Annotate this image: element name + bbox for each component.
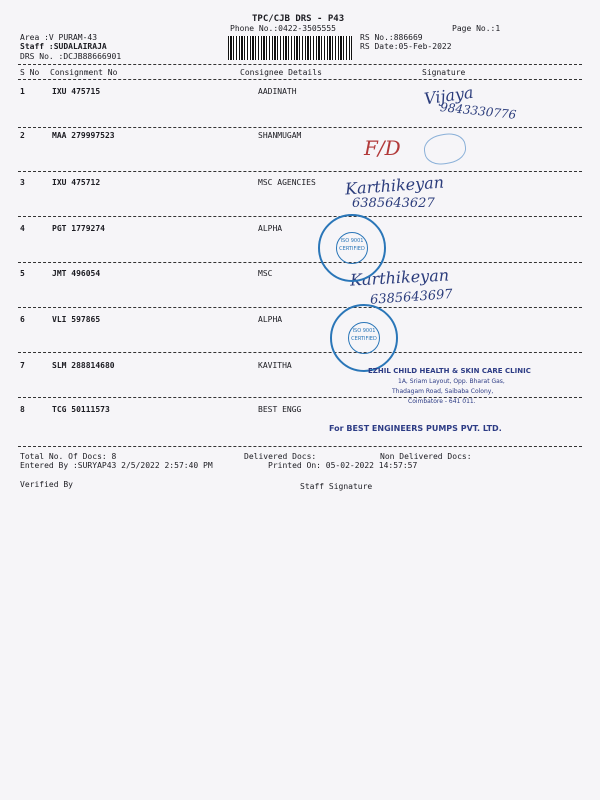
drs-number: DRS No. :DCJB88666901 <box>20 52 122 61</box>
col-consignment: Consignment No <box>50 68 118 77</box>
seal-center: ISO 9001 CERTIFIED <box>348 322 380 354</box>
verified-by: Verified By <box>20 480 73 489</box>
staff-signature-label: Staff Signature <box>300 482 373 491</box>
clinic-stamp-name: EZHIL CHILD HEALTH & SKIN CARE CLINIC <box>368 367 531 375</box>
row-consignment: TCG 50111573 <box>52 405 110 414</box>
row-sno: 7 <box>20 361 25 370</box>
handwritten-phone-row3: 6385643627 <box>352 196 435 211</box>
col-consignee: Consignee Details <box>240 68 322 77</box>
row-consignee: BEST ENGG <box>258 405 302 414</box>
row-consignee: ALPHA <box>258 315 283 324</box>
row-consignment: IXU 475712 <box>52 178 101 187</box>
row-sno: 1 <box>20 87 25 96</box>
divider <box>18 216 582 217</box>
scribble-mark <box>422 131 469 168</box>
row-consignment: SLM 288814680 <box>52 361 115 370</box>
phone-number: Phone No.:0422-3505555 <box>230 24 336 33</box>
row-consignee: AADINATH <box>258 87 297 96</box>
row-sno: 2 <box>20 131 25 140</box>
divider <box>18 127 582 128</box>
divider <box>18 79 582 80</box>
row-sno: 4 <box>20 224 25 233</box>
delivered-docs: Delivered Docs: <box>244 452 317 461</box>
handwritten-phone-row1: 9843330776 <box>439 100 517 122</box>
sheet-title: TPC/CJB DRS - P43 <box>252 14 345 24</box>
company-stamp: For BEST ENGINEERS PUMPS PVT. LTD. <box>329 424 502 433</box>
row-sno: 5 <box>20 269 25 278</box>
row-consignee: SHANMUGAM <box>258 131 302 140</box>
non-delivered-docs: Non Delivered Docs: <box>380 452 472 461</box>
company-seal <box>330 304 398 372</box>
col-signature: Signature <box>422 68 466 77</box>
divider <box>18 397 582 398</box>
handwritten-signature-row1: Vijaya <box>422 82 475 109</box>
row-consignment: MAA 279997523 <box>52 131 115 140</box>
staff-field: Staff :SUDALAIRAJA <box>20 42 107 51</box>
divider <box>18 64 582 65</box>
area-field: Area :V PURAM-43 <box>20 33 98 42</box>
row-consignee: KAVITHA <box>258 361 292 370</box>
rs-number: RS No.:886669 <box>360 33 423 42</box>
page-number: Page No.:1 <box>452 24 501 33</box>
printed-on: Printed On: 05-02-2022 14:57:57 <box>268 461 418 470</box>
divider <box>18 262 582 263</box>
handwritten-phone-row5: 6385643697 <box>369 287 454 308</box>
divider <box>18 171 582 172</box>
entered-by: Entered By :SURYAP43 2/5/2022 2:57:40 PM <box>20 461 213 470</box>
handwritten-mark-row2: F/D <box>364 136 401 160</box>
col-sno: S No <box>20 68 40 77</box>
divider <box>18 352 582 353</box>
row-consignee: ALPHA <box>258 224 283 233</box>
barcode <box>228 36 352 60</box>
clinic-stamp-address: Thadagam Road, Saibaba Colony, <box>392 388 494 395</box>
row-consignee: MSC <box>258 269 273 278</box>
company-seal <box>318 214 386 282</box>
row-sno: 6 <box>20 315 25 324</box>
clinic-stamp-address: Coimbatore - 641 011. <box>408 398 476 405</box>
clinic-stamp-address: 1A, Sriam Layout, Opp. Bharat Gas, <box>398 378 505 385</box>
rs-date: RS Date:05-Feb-2022 <box>360 42 452 51</box>
divider <box>18 307 582 308</box>
divider <box>18 446 582 447</box>
row-consignment: IXU 475715 <box>52 87 101 96</box>
row-consignee: MSC AGENCIES <box>258 178 316 187</box>
row-consignment: VLI 597865 <box>52 315 101 324</box>
seal-center: ISO 9001 CERTIFIED <box>336 232 368 264</box>
handwritten-signature-row3: Karthikeyan <box>344 172 445 199</box>
row-consignment: PGT 1779274 <box>52 224 105 233</box>
row-consignment: JMT 496054 <box>52 269 101 278</box>
row-sno: 3 <box>20 178 25 187</box>
row-sno: 8 <box>20 405 25 414</box>
total-docs: Total No. Of Docs: 8 <box>20 452 117 461</box>
handwritten-signature-row5: Karthikeyan <box>349 265 450 290</box>
